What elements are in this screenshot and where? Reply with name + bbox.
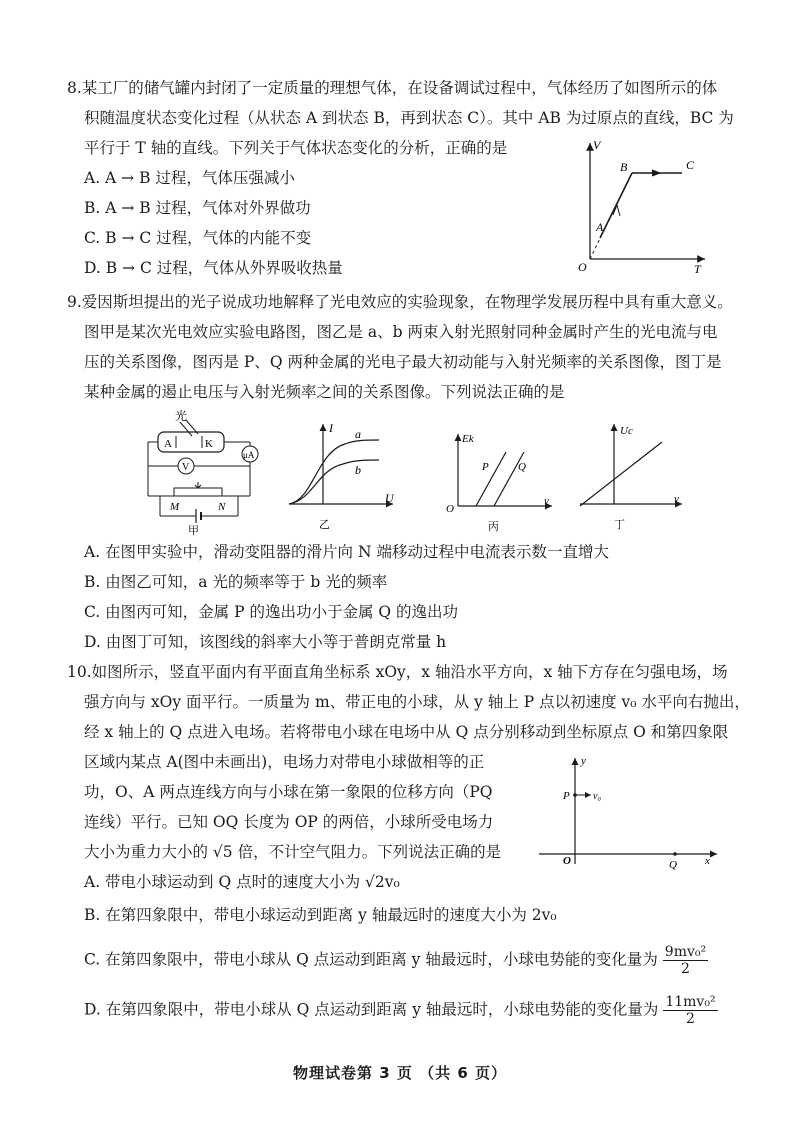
q10-label-x: x	[705, 855, 710, 867]
q9-bing-label-p: P	[482, 461, 489, 473]
q9-bing-label-nu: ν	[544, 495, 549, 507]
q10-stem-line-3: 经 x 轴上的 Q 点进入电场。若将带电小球在电场中从 Q 点分别移动到坐标原点 O 和第四象限	[84, 723, 729, 741]
q9-jia-voltmeter-label: V	[182, 462, 190, 473]
q10-option-c-fraction	[663, 944, 708, 977]
q9-jia-ammeter-label: μA	[243, 450, 255, 460]
q8-label-b: B	[620, 160, 628, 174]
q10-frac-d-den: 2	[686, 1011, 695, 1027]
q10-point-q	[673, 852, 677, 856]
q8-arrow-bc	[652, 170, 660, 176]
q10-stem-line-6: 连线）平行。已知 OQ 长度为 OP 的两倍，小球所受电场力	[84, 813, 494, 831]
q9-ding-caption: 丁	[614, 519, 625, 531]
q9-yi-label-b: b	[355, 463, 361, 477]
q8-option-b: B. A → B 过程，气体对外界做功	[84, 199, 311, 217]
q10-option-c: C. 在第四象限中，带电小球从 Q 点运动到距离 y 轴最远时，小球电势能的变化量为	[84, 950, 658, 969]
q9-fig-ding-graph	[574, 420, 694, 536]
q9-yi-label-i: I	[329, 421, 333, 435]
q9-ding-label-uc: Uc	[620, 425, 633, 437]
q9-jia-light-ray	[180, 422, 192, 436]
q8-label-t: T	[694, 262, 701, 275]
q10-stem-line-4: 区域内某点 A(图中未画出)，电场力对带电小球做相等的正	[84, 753, 485, 771]
q9-fig-yi-graph	[283, 420, 403, 536]
q8-option-d: D. B → C 过程，气体从外界吸收热量	[84, 259, 343, 277]
q10-stem-line-5: 功，O、A 两点连线方向与小球在第一象限的位移方向（PQ	[84, 783, 493, 801]
q9-stem-line-4: 某种金属的遏止电压与入射光频率之间的关系图像。下列说法正确的是	[84, 383, 565, 401]
q9-option-d: D. 由图丁可知，该图线的斜率大小等于普朗克常量 h	[84, 633, 447, 651]
q10-frac-d-num: 11mv₀²	[665, 994, 716, 1010]
q9-jia-label-n: N	[218, 501, 226, 513]
q9-fig-jia-circuit	[140, 408, 270, 536]
q9-yi-curve-b	[289, 460, 379, 504]
q8-option-c: C. B → C 过程，气体的内能不变	[84, 229, 312, 247]
q10-option-d-fraction	[663, 994, 717, 1027]
q10-frac-c-den: 2	[680, 961, 690, 977]
q9-option-a: A. 在图甲实验中，滑动变阻器的滑片向 N 端移动过程中电流表示数一直增大	[84, 543, 609, 561]
q9-bing-label-ek: Ek	[462, 433, 474, 445]
q8-stem-line-1: 8.某工厂的储气罐内封闭了一定质量的理想气体，在设备调试过程中，气体经历了如图所示的体	[67, 79, 718, 97]
q8-option-a: A. A → B 过程，气体压强减小	[84, 169, 295, 187]
q9-option-c: C. 由图丙可知，金属 P 的逸出功小于金属 Q 的逸出功	[84, 603, 459, 621]
q9-yi-label-u: U	[385, 491, 394, 505]
q10-label-p: P	[563, 790, 570, 802]
q8-stem-line-3: 平行于 T 轴的直线。下列关于气体状态变化的分析，正确的是	[84, 139, 508, 157]
q10-coordinate-graph	[535, 752, 725, 872]
q9-bing-line-p	[476, 452, 506, 506]
q9-jia-slider	[195, 482, 201, 488]
q10-option-b: B. 在第四象限中，带电小球运动到距离 y 轴最远时的速度大小为 2v₀	[84, 906, 557, 924]
q9-stem-line-2: 图甲是某次光电效应实验电路图，图乙是 a、b 两束入射光照射同种金属时产生的光电流与电	[84, 323, 718, 341]
q10-stem-line-7: 大小为重力大小的 √5 倍，不计空气阻力。下列说法正确的是	[84, 843, 502, 861]
q10-frac-c-num: 9mv₀²	[664, 944, 707, 960]
q9-jia-rheostat	[174, 488, 222, 496]
q9-stem-line-1: 9.爱因斯坦提出的光子说成功地解释了光电效应的实验现象，在物理学发展历程中具有重大意义。	[67, 293, 733, 311]
q9-bing-caption: 丙	[488, 521, 499, 533]
q8-vt-graph	[570, 135, 720, 275]
q10-stem-line-2: 强方向与 xOy 面平行。一质量为 m、带正电的小球，从 y 轴上 P 点以初速度 v₀ 水平向右抛出，	[84, 693, 750, 711]
q10-option-d-row	[84, 994, 718, 1027]
q9-yi-curve-a	[289, 440, 379, 504]
q9-ding-line	[580, 442, 662, 506]
q9-fig-bing-graph	[440, 430, 560, 538]
q9-bing-label-q: Q	[518, 461, 526, 473]
q9-bing-label-o: O	[446, 503, 454, 515]
q9-jia-label-k: K	[205, 438, 213, 450]
q9-jia-label-a: A	[164, 438, 172, 450]
q10-option-a: A. 带电小球运动到 Q 点时的速度大小为 √2v₀	[84, 873, 400, 891]
q8-label-o: O	[578, 260, 587, 274]
q8-line-ab	[600, 173, 632, 238]
q9-jia-caption: 甲	[188, 525, 199, 536]
q9-stem-line-3: 压的关系图像，图丙是 P、Q 两种金属的光电子最大初动能与入射光频率的关系图像，图丁是	[84, 353, 722, 371]
q10-option-c-row	[84, 944, 708, 977]
q8-label-v: V	[593, 138, 601, 152]
q8-stem-line-2: 积随温度状态变化过程（从状态 A 到状态 B，再到状态 C）。其中 AB 为过原点的直线，BC 为	[84, 109, 734, 127]
page-footer: 物理试卷第 3 页 （共 6 页）	[293, 1064, 507, 1082]
q10-label-q: Q	[669, 859, 677, 871]
q9-yi-caption: 乙	[319, 519, 330, 531]
q9-option-b: B. 由图乙可知，a 光的频率等于 b 光的频率	[84, 573, 388, 591]
q8-label-c: C	[686, 158, 695, 172]
q10-label-y: y	[581, 755, 586, 767]
q10-label-o: O	[563, 855, 571, 867]
q9-yi-label-a: a	[355, 427, 361, 441]
q10-label-v0: v₀	[593, 791, 601, 802]
q9-jia-light-label: 光	[175, 409, 188, 423]
q9-ding-label-nu: ν	[674, 493, 679, 505]
q10-stem-line-1: 10.如图所示，竖直平面内有平面直角坐标系 xOy，x 轴沿水平方向，x 轴下方存在匀强电场，场	[67, 663, 728, 681]
q8-label-a: A	[596, 220, 604, 234]
q9-jia-label-m: M	[170, 501, 180, 513]
q10-option-d: D. 在第四象限中，带电小球从 Q 点运动到距离 y 轴最远时，小球电势能的变化量为	[84, 1000, 659, 1019]
